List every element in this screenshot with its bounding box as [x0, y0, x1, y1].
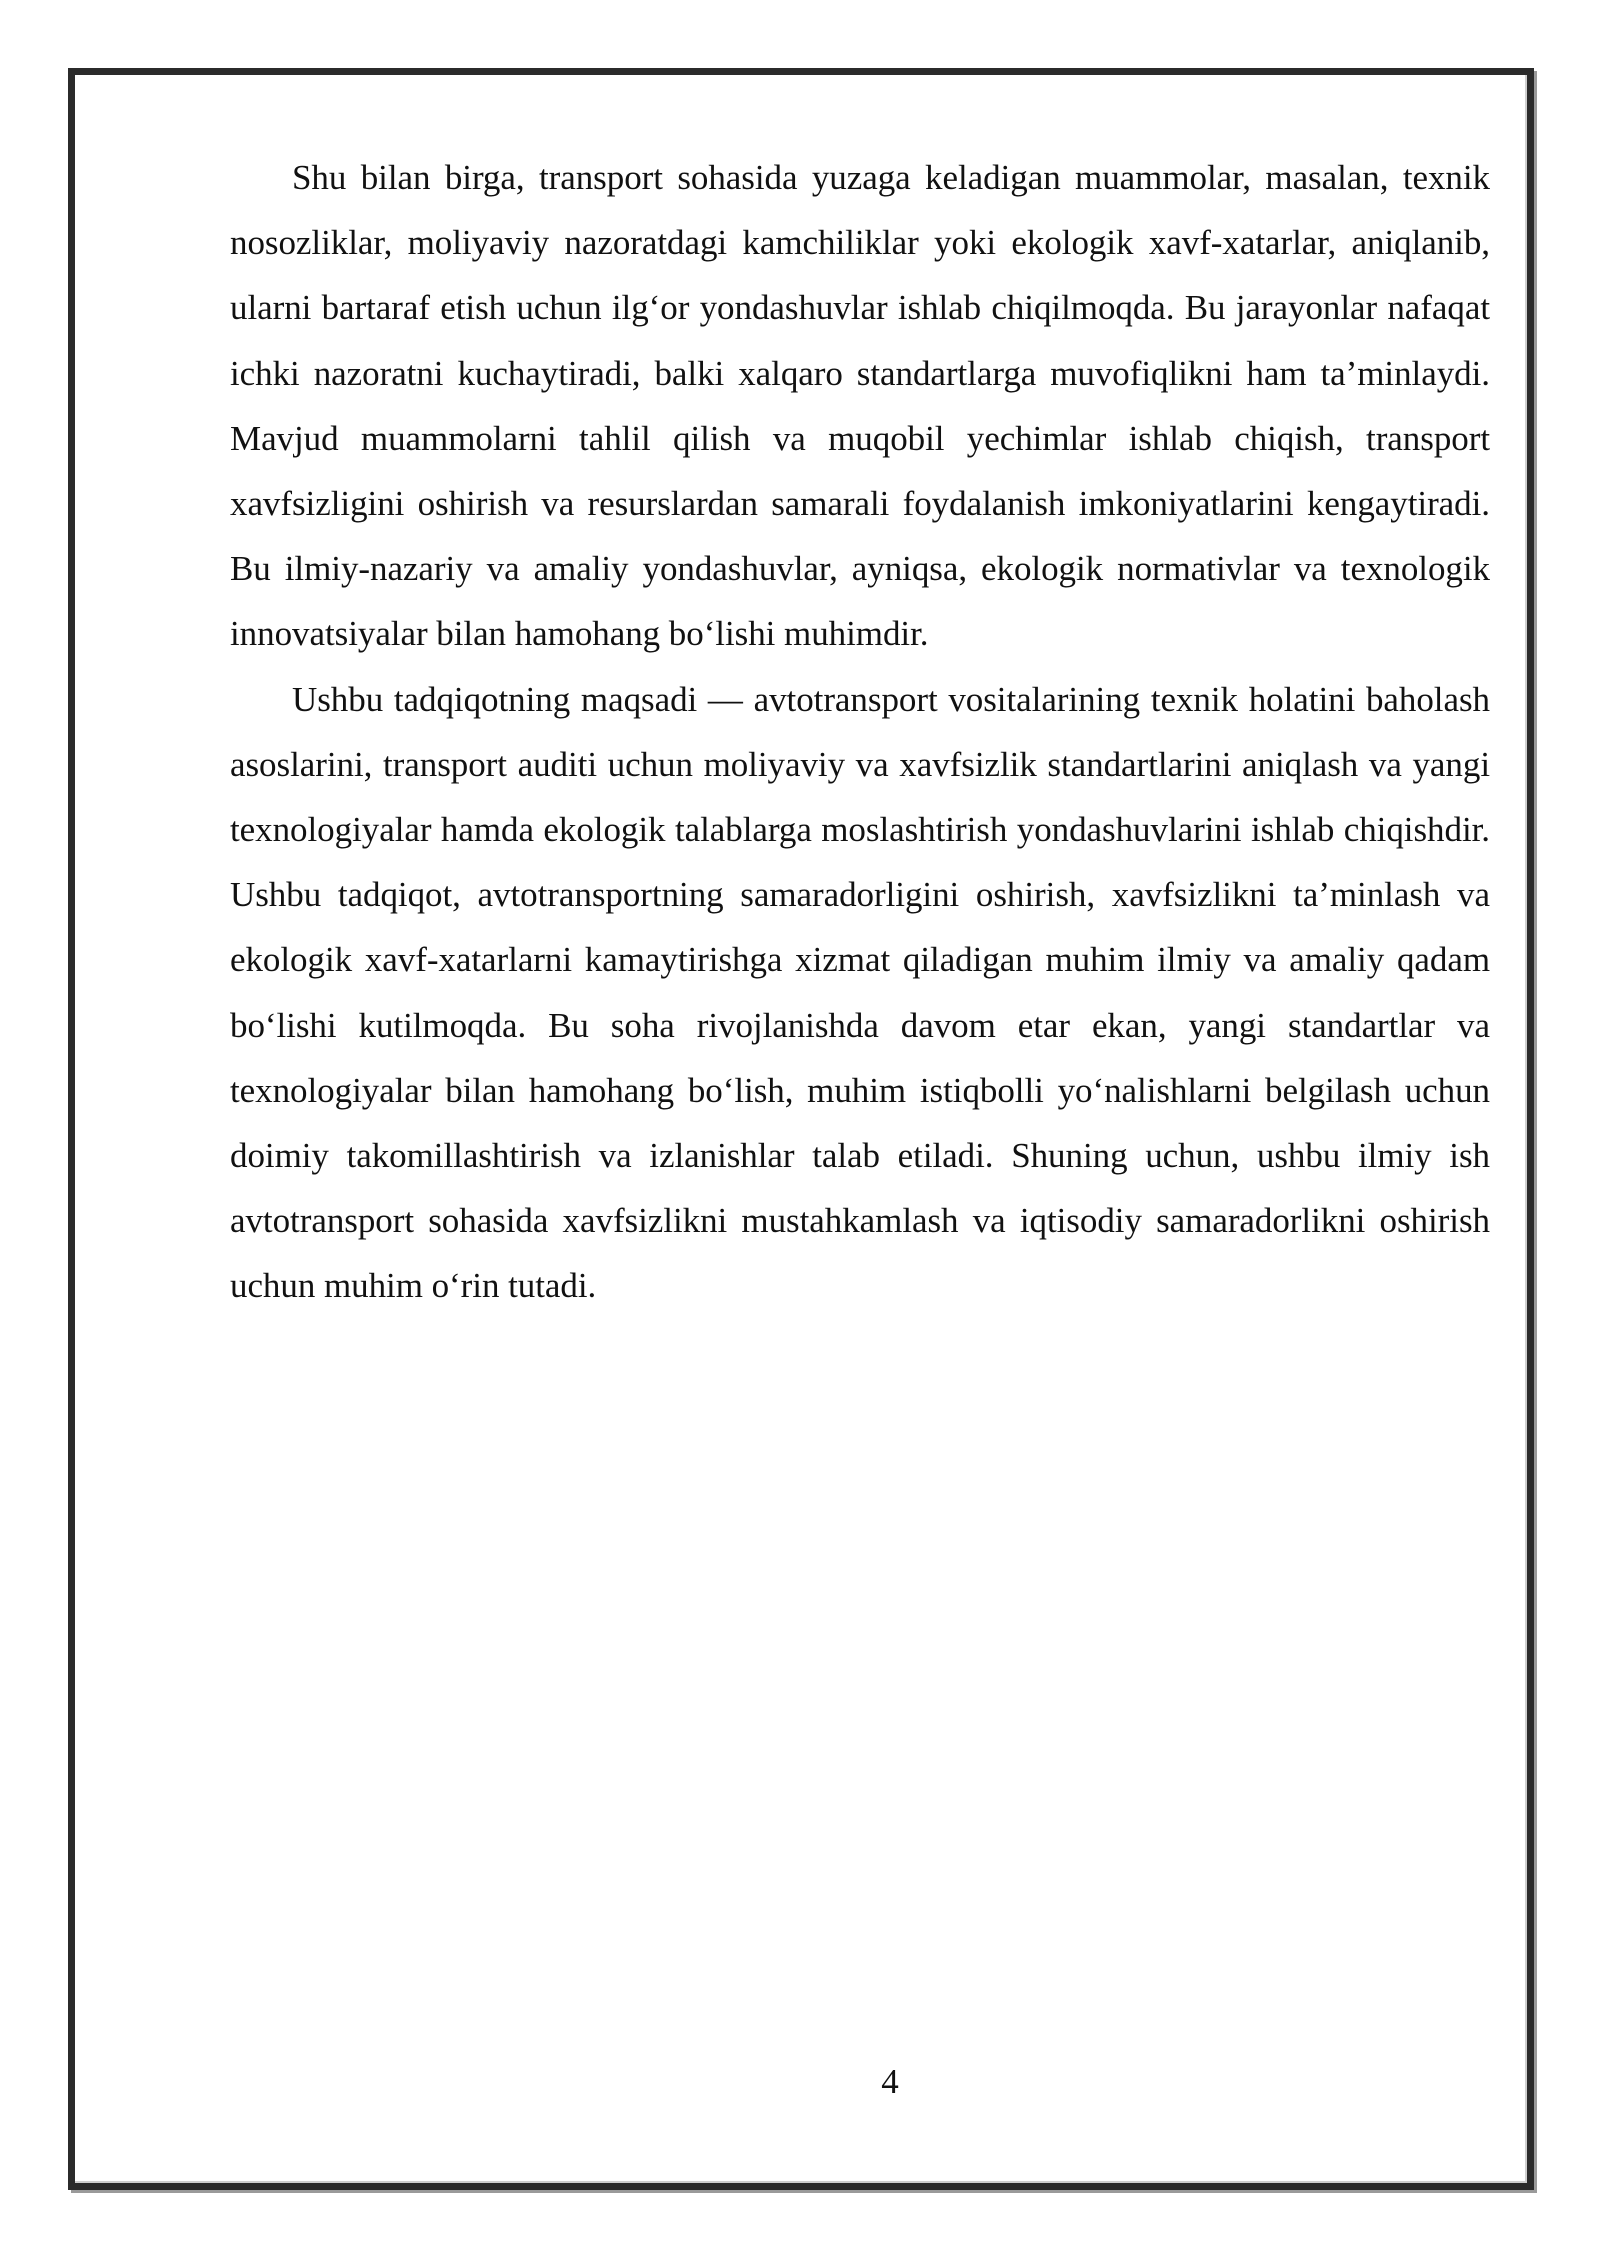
- paragraph-2: Ushbu tadqiqotning maqsadi — avtotransport vositalarining texnik holatini baholash asoslarini, transport auditi uchun moliyaviy va xavfsizlik standartlarini aniqlash va yangi texnologiyalar hamda ekologik talablarga moslashtirish yondashuvlarini ishlab chiqishdir. Ushbu tadqiqot, avtotransportning samaradorligini oshirish, xavfsizlikni ta’minlash va ekologik xavf-xatarlarni kamaytirishga xizmat qiladigan muhim ilmiy va amaliy qadam bo‘lishi kutilmoqda. Bu soha rivojlanishda davom etar ekan, yangi standartlar va texnologiyalar bilan hamohang bo‘lish, muhim istiqbolli yo‘nalishlarni belgilash uchun doimiy takomillashtirish va izlanishlar talab etiladi. Shuning uchun, ushbu ilmiy ish avtotransport sohasida xavfsizlikni mustahkamlash va iqtisodiy samaradorlikni oshirish uchun muhim o‘rin tutadi.: [230, 679, 1490, 1306]
- paragraph-1: Shu bilan birga, transport sohasida yuzaga keladigan muammolar, masalan, texnik nosozliklar, moliyaviy nazoratdagi kamchiliklar yoki ekologik xavf-xatarlar, aniqlanib, ularni bartaraf etish uchun ilg‘or yondashuvlar ishlab chiqilmoqda. Bu jarayonlar nafaqat ichki nazoratni kuchaytiradi, balki xalqaro standartlarga muvofiqlikni ham ta’minlaydi. Mavjud muammolarni tahlil qilish va muqobil yechimlar ishlab chiqish, transport xavfsizligini oshirish va resurslardan samarali foydalanish imkoniyatlarini kengaytiradi. Bu ilmiy-nazariy va amaliy yondashuvlar, ayniqsa, ekologik normativlar va texnologik innovatsiyalar bilan hamohang bo‘lishi muhimdir.: [230, 158, 1490, 654]
- document-body: [230, 145, 1490, 1319]
- page-number: 4: [881, 2062, 899, 2101]
